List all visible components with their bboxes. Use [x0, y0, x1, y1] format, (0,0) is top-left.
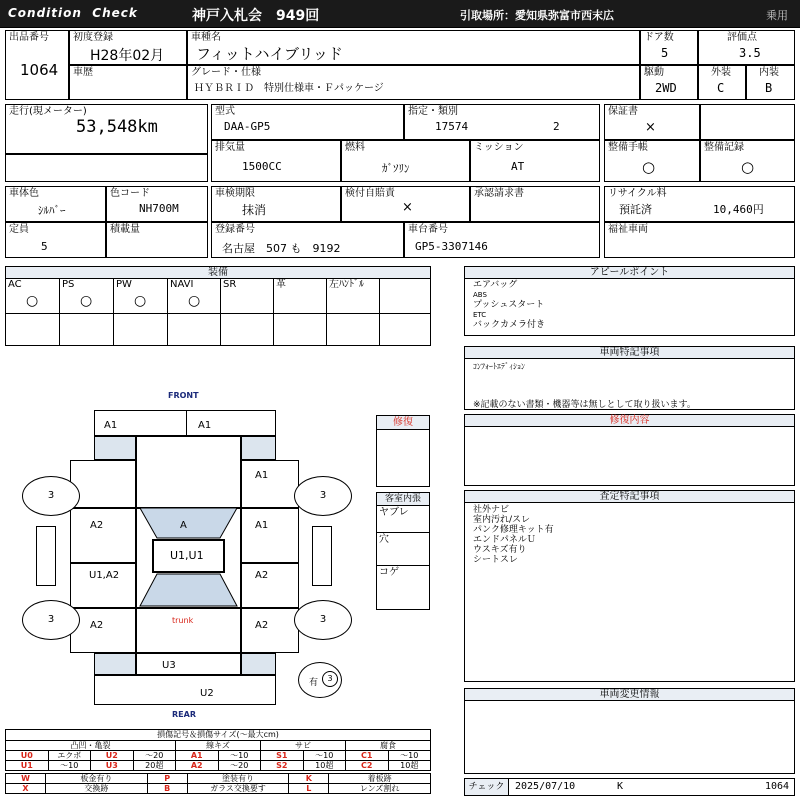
assessment-section — [464, 490, 795, 682]
check-date: 2025/07/10 — [515, 781, 576, 792]
cabin-box — [376, 492, 430, 610]
windshield — [140, 508, 237, 538]
recycle-status: 預託済 — [619, 203, 652, 216]
approval-label: 承認請求書 — [474, 188, 524, 199]
equip-label-sr: SR — [223, 279, 237, 290]
model-name-box — [187, 30, 640, 65]
manual-box — [604, 140, 700, 182]
legend-desc: 〜20 — [133, 751, 176, 761]
left-mirror — [36, 526, 56, 586]
legend-code: P — [147, 774, 187, 784]
assessment-line: 室内汚れ/スレ — [473, 515, 531, 525]
legend-code: B — [147, 784, 187, 794]
legend-desc: 〜20 — [218, 761, 261, 771]
legend-code: U1 — [6, 761, 49, 771]
liability-value: × — [402, 200, 413, 215]
maint-record-box — [700, 140, 795, 182]
mileage-value: 53,548km — [76, 117, 158, 137]
mileage-box — [5, 104, 208, 154]
appeal-line: プッシュスタート — [473, 300, 545, 310]
rear-window — [140, 574, 237, 606]
rear-bumper — [94, 675, 276, 705]
drive-box — [640, 65, 698, 100]
displacement-box — [211, 140, 341, 182]
interior-label: 内装 — [759, 67, 779, 78]
mileage-label: 走行(現メーター) — [9, 106, 87, 117]
color-box — [5, 186, 106, 222]
equipment-title: 装備 — [6, 267, 430, 279]
form-title: Condition Check — [8, 6, 138, 20]
reg-no-label: 登録番号 — [215, 224, 255, 235]
doors-label: ドア数 — [644, 32, 674, 43]
equip-mark-pw: ○ — [134, 293, 147, 309]
legend-desc: レンズ割れ — [329, 784, 431, 794]
capacity-box — [5, 222, 106, 258]
tire-rl-value: 3 — [47, 614, 55, 625]
recycle-label: リサイクル料 — [608, 188, 667, 199]
exterior-value: C — [717, 81, 725, 95]
legend-desc: 板金有り — [46, 774, 148, 784]
vehicle-type: 乗用 — [766, 9, 788, 22]
appeal-line: ABS — [473, 291, 487, 299]
assessment-line: パンク修理キット有 — [473, 525, 554, 535]
doors-value: 5 — [661, 46, 669, 60]
tire-front-left — [22, 476, 80, 516]
damage-legend — [5, 729, 431, 796]
equip-col-pw — [114, 279, 168, 345]
appeal-title: アピールポイント — [465, 267, 794, 279]
assessment-line: 社外ナビ — [473, 505, 510, 515]
appeal-lines — [473, 280, 545, 331]
assessment-line: エンドパネルＵ — [473, 535, 536, 545]
special-note: ※記載のない書類・機器等は無しとして取り扱います。 — [473, 400, 696, 410]
liability-box — [341, 186, 470, 222]
model-name-value: フィットハイブリッド — [196, 45, 343, 63]
lot-box — [5, 30, 69, 100]
changes-title: 車両変更情報 — [465, 689, 794, 701]
cabin-item: コゲ — [379, 567, 399, 578]
score-value: 3.5 — [739, 46, 761, 60]
appeal-section — [464, 266, 795, 336]
inspection-box — [211, 186, 341, 222]
repair-title: 修復 — [377, 416, 429, 430]
history-label: 車歴 — [73, 67, 93, 78]
model-code-value: DAA-GP5 — [224, 120, 271, 133]
legend-desc: 〜10 — [218, 751, 261, 761]
left-taillight — [94, 653, 136, 675]
rear-panel — [136, 653, 241, 675]
legend-code: K — [289, 774, 329, 784]
trunk-label: trunk — [172, 616, 194, 625]
inspection-label: 車検期限 — [215, 188, 255, 199]
equip-label-pw: PW — [116, 279, 132, 290]
fuel-label: 燃料 — [345, 142, 365, 153]
load-label: 積載量 — [110, 224, 140, 235]
header-bar — [0, 0, 800, 28]
model-code-label: 型式 — [215, 106, 235, 117]
left-front-door — [70, 508, 136, 563]
tire-front-right — [294, 476, 352, 516]
legend-code: A2 — [176, 761, 219, 771]
model-name-label: 車種名 — [191, 32, 221, 43]
right-headlight — [241, 436, 276, 460]
car-diagram — [0, 388, 376, 718]
mission-box — [470, 140, 600, 182]
tire-fr-value: 3 — [319, 490, 327, 501]
maint-record-value: ○ — [741, 158, 755, 176]
damage-rear-panel: U3 — [162, 660, 176, 671]
capacity-label: 定員 — [9, 224, 29, 235]
right-front-door — [241, 508, 299, 563]
legend-code: S1 — [261, 751, 304, 761]
equip-col-ps — [60, 279, 114, 345]
legend-code: S2 — [261, 761, 304, 771]
right-mirror — [312, 526, 332, 586]
equip-mark-ac: ○ — [26, 293, 39, 309]
equip-label-ps: PS — [62, 279, 75, 290]
spare-label: 有 — [309, 678, 319, 688]
fuel-value: ｶﾞｿﾘﾝ — [382, 162, 410, 175]
drive-value: 2WD — [655, 81, 677, 95]
tire-fl-value: 3 — [47, 490, 55, 501]
tire-rear-right — [294, 600, 352, 640]
assessment-title: 査定特記事項 — [465, 491, 794, 503]
legend-code: C2 — [346, 761, 389, 771]
approval-box — [470, 186, 600, 222]
chassis-label: 車台番号 — [408, 224, 448, 235]
legend-code: W — [6, 774, 46, 784]
legend-desc: 10超 — [388, 761, 431, 771]
chassis-box — [404, 222, 600, 258]
legend-table-2 — [5, 773, 431, 794]
pickup-location: 引取場所：愛知県弥富市西末広 — [460, 9, 614, 22]
damage-front-bumper-right: A1 — [198, 420, 212, 431]
warranty-box — [604, 104, 700, 140]
interior-box — [746, 65, 795, 100]
assessment-line: シートスレ — [473, 555, 518, 565]
right-taillight — [241, 653, 276, 675]
legend-code: C1 — [346, 751, 389, 761]
mission-label: ミッション — [474, 142, 524, 153]
damage-rear-bumper: U2 — [200, 688, 214, 699]
rear-label: REAR — [172, 710, 196, 719]
special-title: 車両特記事項 — [465, 347, 794, 359]
check-label: チェック — [465, 779, 509, 795]
legend-table — [5, 740, 431, 771]
right-rear-door — [241, 563, 299, 608]
legend-desc: 交換跡 — [46, 784, 148, 794]
appeal-line: エアバッグ — [473, 280, 518, 290]
grade-value: ＨＹＢＲＩＤ 特別仕様車・Ｆパッケージ — [194, 83, 384, 94]
damage-windshield: A — [180, 520, 187, 531]
first-reg-box — [69, 30, 187, 65]
damage-right-front-door: A1 — [255, 520, 269, 531]
equip-col-blank — [380, 279, 430, 345]
warranty-value: × — [645, 120, 656, 135]
exterior-box — [698, 65, 746, 100]
spare-tire-value: 3 — [322, 671, 338, 687]
mileage-sub-box — [5, 154, 208, 182]
legend-desc: 20超 — [133, 761, 176, 771]
welfare-box — [604, 222, 795, 258]
left-front-fender — [70, 460, 136, 508]
equip-col-ac — [6, 279, 60, 345]
legend-title: 損傷記号＆損傷サイズ(〜最大cm) — [5, 729, 431, 740]
model-code-box — [211, 104, 404, 140]
check-number: 1064 — [765, 781, 790, 792]
damage-right-front-fender: A1 — [255, 470, 269, 481]
equip-col-sr — [221, 279, 274, 345]
front-label: FRONT — [168, 391, 199, 400]
legend-group: 腐食 — [346, 741, 431, 751]
chassis-value: GP5-3307146 — [415, 240, 488, 253]
displacement-label: 排気量 — [215, 142, 245, 153]
grade-box — [187, 65, 640, 100]
damage-left-quarter: A2 — [90, 620, 104, 631]
lot-number: 1064 — [20, 61, 59, 79]
interior-value: B — [765, 81, 773, 95]
assessment-lines — [473, 505, 554, 565]
color-code-label: 色コード — [110, 188, 150, 199]
first-reg-value: H28年02月 — [90, 48, 165, 64]
capacity-value: 5 — [41, 240, 48, 253]
legend-code: U2 — [91, 751, 134, 761]
equip-col-leather — [274, 279, 327, 345]
warranty-label: 保証書 — [608, 106, 638, 117]
inspection-value: 抹消 — [242, 203, 267, 217]
score-box — [698, 30, 795, 65]
designation-label: 指定・類別 — [408, 106, 458, 117]
damage-right-quarter: A2 — [255, 620, 269, 631]
history-box — [69, 65, 187, 100]
equip-label-lhd: 左ﾊﾝﾄﾞﾙ — [329, 279, 364, 290]
equip-label-ac: AC — [8, 279, 22, 290]
equipment-table — [5, 266, 431, 346]
cabin-title: 客室内張 — [377, 493, 429, 506]
appeal-line: ETC — [473, 311, 487, 319]
equipment-cols — [6, 279, 430, 345]
grade-label: グレード・仕様 — [191, 67, 261, 78]
color-code-box — [106, 186, 208, 222]
legend-desc: 〜10 — [388, 751, 431, 761]
exterior-label: 外装 — [711, 67, 731, 78]
fuel-box — [341, 140, 470, 182]
assessment-line: ウスキズ有り — [473, 545, 527, 555]
recycle-amount: 10,460円 — [713, 203, 764, 216]
legend-desc: 着板跡 — [329, 774, 431, 784]
legend-code: U0 — [6, 751, 49, 761]
first-reg-label: 初度登録 — [73, 32, 113, 43]
legend-group: サビ — [261, 741, 346, 751]
damage-left-rear-door: U1,A2 — [89, 570, 120, 581]
right-quarter — [241, 608, 299, 653]
legend-desc: 〜10 — [48, 761, 91, 771]
load-box — [106, 222, 208, 258]
color-label: 車体色 — [9, 188, 39, 199]
changes-section — [464, 688, 795, 774]
damage-left-front-door: A2 — [90, 520, 104, 531]
manual-label: 整備手帳 — [608, 142, 648, 153]
designation-box — [404, 104, 600, 140]
drive-label: 駆動 — [644, 67, 664, 78]
repair-detail-title: 修復内容 — [465, 415, 794, 427]
liability-label: 検付自賠責 — [345, 188, 395, 199]
legend-group: 凸凹・亀裂 — [6, 741, 176, 751]
tire-rear-left — [22, 600, 80, 640]
cabin-item: 穴 — [379, 534, 389, 545]
equip-mark-navi: ○ — [188, 293, 201, 309]
mission-value: AT — [511, 160, 525, 173]
warranty-extra-box — [700, 104, 795, 140]
legend-code: U3 — [91, 761, 134, 771]
appeal-line: バックカメラ付き — [473, 320, 546, 330]
legend-desc: ガラス交換要す — [187, 784, 289, 794]
manual-value: ○ — [642, 158, 656, 176]
legend-group: 線キズ — [176, 741, 261, 751]
equip-col-lhd — [327, 279, 380, 345]
tire-rr-value: 3 — [319, 614, 327, 625]
check-inspector: K — [617, 781, 624, 792]
legend-desc: 〜10 — [303, 751, 346, 761]
welfare-label: 福祉車両 — [608, 224, 648, 235]
legend-desc: 10超 — [303, 761, 346, 771]
hood — [136, 436, 241, 508]
check-bar — [464, 778, 795, 796]
right-front-fender — [241, 460, 299, 508]
special-line: ｺﾝﾌｫｰﾄｴﾃﾞｨｼｮﾝ — [473, 362, 525, 371]
reg-no-box — [211, 222, 404, 258]
reg-no-value: 名古屋 507 も 9192 — [222, 242, 341, 255]
score-label: 評価点 — [727, 32, 757, 43]
equip-col-navi — [168, 279, 221, 345]
displacement-value: 1500CC — [242, 160, 282, 173]
recycle-box — [604, 186, 795, 222]
legend-code: X — [6, 784, 46, 794]
damage-right-rear-door: A2 — [255, 570, 269, 581]
lot-label: 出品番号 — [9, 32, 49, 43]
legend-desc: エクボ — [48, 751, 91, 761]
equip-mark-ps: ○ — [80, 293, 93, 309]
designation-value-1: 17574 — [435, 120, 469, 133]
legend-desc: 塗装有り — [187, 774, 289, 784]
repair-detail-section — [464, 414, 795, 486]
damage-front-bumper-left: A1 — [104, 420, 118, 431]
legend-code: A1 — [176, 751, 219, 761]
damage-roof: U1,U1 — [170, 549, 204, 562]
equip-label-leather: 革 — [276, 279, 286, 290]
auction-name: 神戸入札会 949回 — [192, 8, 320, 24]
left-headlight — [94, 436, 136, 460]
repair-box — [376, 415, 430, 487]
designation-value-2: 2 — [553, 120, 560, 133]
cabin-item: ヤブレ — [379, 507, 409, 518]
color-code-value: NH700M — [139, 202, 179, 215]
special-section — [464, 346, 795, 410]
doors-box — [640, 30, 698, 65]
front-bumper — [94, 410, 276, 436]
color-value: ｼﾙﾊﾞｰ — [38, 204, 66, 217]
maint-record-label: 整備記録 — [704, 142, 744, 153]
spare-tire — [298, 662, 342, 698]
legend-code: L — [289, 784, 329, 794]
equip-label-navi: NAVI — [170, 279, 194, 290]
